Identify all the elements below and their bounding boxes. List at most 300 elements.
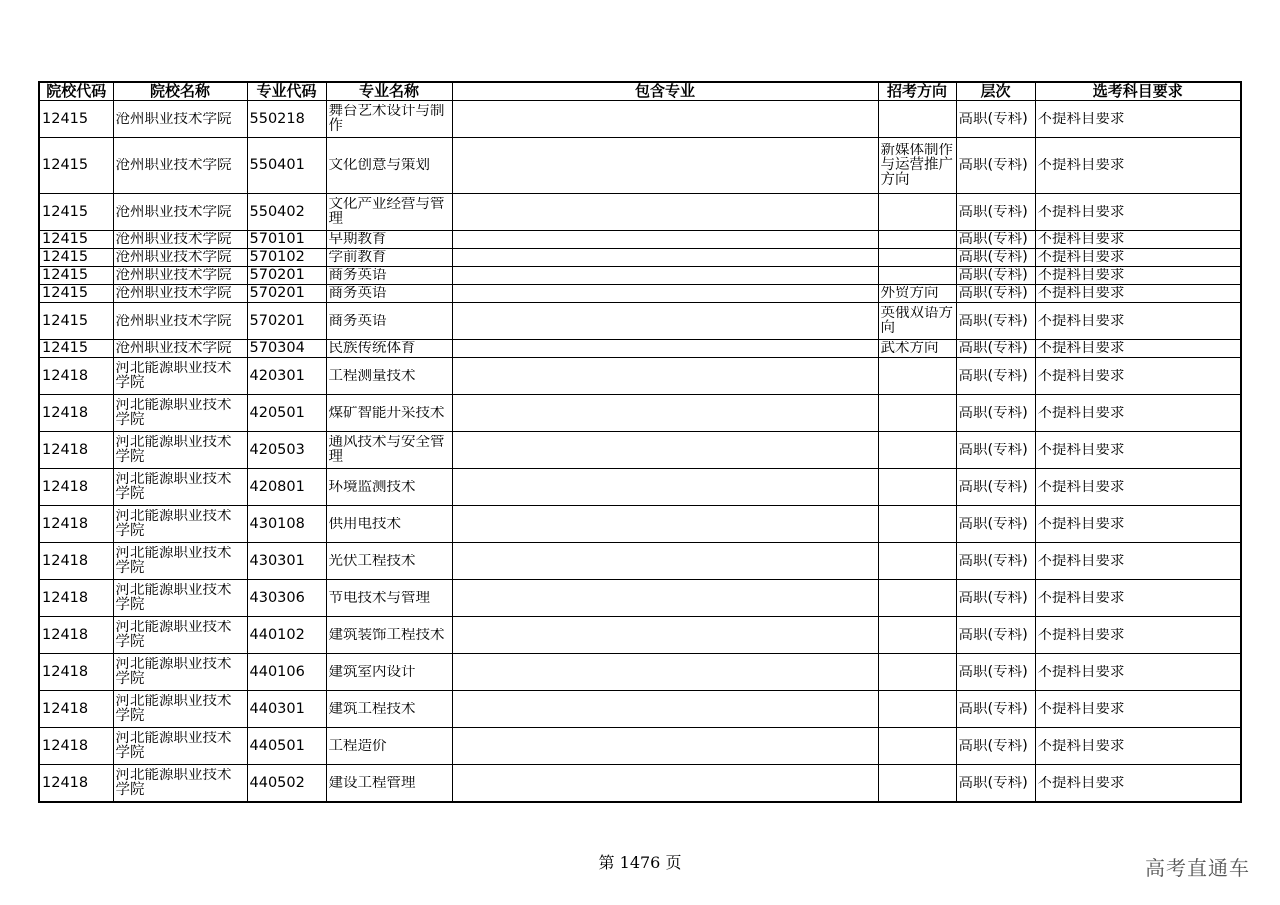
school-code-text: 12418 xyxy=(42,479,89,495)
school-name-text: 河北能源职业技术学院 xyxy=(115,731,232,761)
cell-major-code xyxy=(247,691,326,728)
cell-level xyxy=(956,285,1035,303)
school-name-text: 沧州职业技术学院 xyxy=(115,286,232,301)
cell-direction xyxy=(878,432,956,469)
table-row xyxy=(39,728,1241,765)
cell-level xyxy=(956,469,1035,506)
major-code-text: 440102 xyxy=(249,627,305,643)
cell-major-code xyxy=(247,469,326,506)
major-code-text: 430301 xyxy=(249,553,305,569)
cell-direction xyxy=(878,765,956,803)
cell-school-name xyxy=(113,543,247,580)
major-code-text: 570304 xyxy=(249,341,305,356)
cell-subject-requirement xyxy=(1035,285,1241,303)
cell-subject-requirement xyxy=(1035,765,1241,803)
cell-direction xyxy=(878,285,956,303)
cell-major-code xyxy=(247,765,326,803)
major-code-text: 550218 xyxy=(249,111,305,127)
enrollment-table xyxy=(38,81,1242,803)
cell-major-name xyxy=(326,691,452,728)
school-name-text: 河北能源职业技术学院 xyxy=(115,472,232,502)
major-code-text: 420501 xyxy=(249,405,305,421)
school-name-text: 沧州职业技术学院 xyxy=(115,341,232,356)
cell-level xyxy=(956,101,1035,138)
subject-requirement-text: 不提科目要求 xyxy=(1037,268,1125,283)
cell-included-majors xyxy=(452,543,878,580)
school-name-text: 河北能源职业技术学院 xyxy=(115,546,232,576)
cell-direction xyxy=(878,728,956,765)
cell-included-majors xyxy=(452,432,878,469)
major-name-text: 早期教育 xyxy=(328,232,387,247)
level-text: 高职(专科) xyxy=(958,111,1028,127)
level-text: 高职(专科) xyxy=(958,590,1028,606)
school-code-text: 12418 xyxy=(42,738,89,754)
school-code-text: 12418 xyxy=(42,442,89,458)
header-included-majors: 包含专业 xyxy=(452,82,878,101)
major-name-text: 供用电技术 xyxy=(328,516,401,532)
cell-major-name xyxy=(326,303,452,340)
school-name-text: 河北能源职业技术学院 xyxy=(115,694,232,724)
cell-subject-requirement xyxy=(1035,654,1241,691)
cell-level xyxy=(956,728,1035,765)
table-row xyxy=(39,617,1241,654)
cell-school-code xyxy=(39,194,113,231)
cell-direction xyxy=(878,358,956,395)
cell-direction xyxy=(878,267,956,285)
cell-direction xyxy=(878,691,956,728)
header-direction: 招考方向 xyxy=(878,82,956,101)
level-text: 高职(专科) xyxy=(958,313,1028,329)
cell-included-majors xyxy=(452,765,878,803)
cell-major-name xyxy=(326,617,452,654)
cell-level xyxy=(956,303,1035,340)
cell-direction xyxy=(878,138,956,194)
table-row xyxy=(39,691,1241,728)
cell-included-majors xyxy=(452,469,878,506)
major-name-text: 商务英语 xyxy=(328,268,387,283)
cell-direction xyxy=(878,101,956,138)
cell-major-code xyxy=(247,506,326,543)
cell-school-code xyxy=(39,469,113,506)
school-name-text: 河北能源职业技术学院 xyxy=(115,620,232,650)
school-name-text: 河北能源职业技术学院 xyxy=(115,768,232,798)
cell-level xyxy=(956,580,1035,617)
cell-included-majors xyxy=(452,395,878,432)
cell-major-name xyxy=(326,580,452,617)
cell-school-name xyxy=(113,358,247,395)
school-code-text: 12418 xyxy=(42,553,89,569)
cell-level xyxy=(956,358,1035,395)
cell-school-name xyxy=(113,231,247,249)
table-row xyxy=(39,543,1241,580)
cell-direction xyxy=(878,617,956,654)
cell-direction xyxy=(878,249,956,267)
level-text: 高职(专科) xyxy=(958,701,1028,717)
cell-level xyxy=(956,231,1035,249)
watermark-logo: 高考直通车 xyxy=(1145,856,1250,880)
level-text: 高职(专科) xyxy=(958,479,1028,495)
subject-requirement-text: 不提科目要求 xyxy=(1037,627,1125,643)
major-name-text: 文化创意与策划 xyxy=(328,158,430,173)
major-name-text: 建筑装饰工程技术 xyxy=(328,627,445,643)
school-name-text: 河北能源职业技术学院 xyxy=(115,583,232,613)
level-text: 高职(专科) xyxy=(958,341,1028,356)
cell-direction xyxy=(878,395,956,432)
school-name-text: 河北能源职业技术学院 xyxy=(115,398,232,428)
subject-requirement-text: 不提科目要求 xyxy=(1037,368,1125,384)
school-code-text: 12418 xyxy=(42,627,89,643)
cell-subject-requirement xyxy=(1035,469,1241,506)
cell-school-name xyxy=(113,138,247,194)
level-text: 高职(专科) xyxy=(958,204,1028,220)
cell-major-code xyxy=(247,432,326,469)
cell-direction xyxy=(878,303,956,340)
school-code-text: 12415 xyxy=(42,204,89,220)
cell-major-name xyxy=(326,395,452,432)
cell-major-name xyxy=(326,249,452,267)
major-name-text: 建筑室内设计 xyxy=(328,664,416,680)
major-code-text: 430108 xyxy=(249,516,305,532)
major-name-text: 煤矿智能开采技术 xyxy=(328,405,445,421)
school-code-text: 12415 xyxy=(42,250,89,265)
subject-requirement-text: 不提科目要求 xyxy=(1037,204,1125,220)
school-name-text: 河北能源职业技术学院 xyxy=(115,435,232,465)
cell-subject-requirement xyxy=(1035,580,1241,617)
cell-direction xyxy=(878,543,956,580)
subject-requirement-text: 不提科目要求 xyxy=(1037,664,1125,680)
major-code-text: 570102 xyxy=(249,250,305,265)
cell-level xyxy=(956,765,1035,803)
cell-direction xyxy=(878,654,956,691)
cell-school-code xyxy=(39,267,113,285)
cell-school-name xyxy=(113,249,247,267)
cell-subject-requirement xyxy=(1035,194,1241,231)
major-code-text: 420301 xyxy=(249,368,305,384)
cell-subject-requirement xyxy=(1035,506,1241,543)
cell-major-name xyxy=(326,543,452,580)
cell-school-code xyxy=(39,580,113,617)
cell-level xyxy=(956,340,1035,358)
school-code-text: 12415 xyxy=(42,232,89,247)
cell-school-code xyxy=(39,285,113,303)
table-row xyxy=(39,138,1241,194)
cell-major-code xyxy=(247,395,326,432)
major-name-text: 工程测量技术 xyxy=(328,368,416,384)
cell-major-code xyxy=(247,358,326,395)
cell-school-name xyxy=(113,303,247,340)
school-code-text: 12418 xyxy=(42,775,89,791)
major-code-text: 440502 xyxy=(249,775,305,791)
cell-school-name xyxy=(113,267,247,285)
school-name-text: 沧州职业技术学院 xyxy=(115,268,232,283)
cell-level xyxy=(956,395,1035,432)
cell-subject-requirement xyxy=(1035,543,1241,580)
major-code-text: 420503 xyxy=(249,442,305,458)
cell-subject-requirement xyxy=(1035,340,1241,358)
cell-school-name xyxy=(113,469,247,506)
header-school-code: 院校代码 xyxy=(39,82,113,101)
direction-text: 武术方向 xyxy=(880,341,939,356)
cell-major-name xyxy=(326,101,452,138)
cell-school-name xyxy=(113,285,247,303)
major-name-text: 建设工程管理 xyxy=(328,775,416,791)
school-code-text: 12418 xyxy=(42,590,89,606)
cell-included-majors xyxy=(452,506,878,543)
cell-school-code xyxy=(39,543,113,580)
cell-subject-requirement xyxy=(1035,138,1241,194)
major-code-text: 570201 xyxy=(249,268,305,283)
cell-school-name xyxy=(113,728,247,765)
cell-major-code xyxy=(247,231,326,249)
table-row xyxy=(39,285,1241,303)
school-name-text: 沧州职业技术学院 xyxy=(115,313,232,329)
major-name-text: 建筑工程技术 xyxy=(328,701,416,717)
cell-subject-requirement xyxy=(1035,728,1241,765)
cell-included-majors xyxy=(452,654,878,691)
cell-level xyxy=(956,138,1035,194)
major-code-text: 550402 xyxy=(249,204,305,220)
level-text: 高职(专科) xyxy=(958,250,1028,265)
table-row xyxy=(39,101,1241,138)
cell-included-majors xyxy=(452,617,878,654)
school-code-text: 12418 xyxy=(42,516,89,532)
cell-major-name xyxy=(326,469,452,506)
major-code-text: 570201 xyxy=(249,313,305,329)
school-name-text: 河北能源职业技术学院 xyxy=(115,657,232,687)
major-name-text: 商务英语 xyxy=(328,313,387,329)
major-name-text: 民族传统体育 xyxy=(328,341,416,356)
subject-requirement-text: 不提科目要求 xyxy=(1037,158,1125,173)
cell-major-name xyxy=(326,138,452,194)
cell-major-name xyxy=(326,231,452,249)
cell-subject-requirement xyxy=(1035,691,1241,728)
table-row xyxy=(39,395,1241,432)
school-code-text: 12418 xyxy=(42,701,89,717)
school-code-text: 12418 xyxy=(42,405,89,421)
cell-major-name xyxy=(326,765,452,803)
cell-included-majors xyxy=(452,580,878,617)
major-name-text: 节电技术与管理 xyxy=(328,590,430,606)
table-row xyxy=(39,358,1241,395)
subject-requirement-text: 不提科目要求 xyxy=(1037,738,1125,754)
subject-requirement-text: 不提科目要求 xyxy=(1037,111,1125,127)
subject-requirement-text: 不提科目要求 xyxy=(1037,250,1125,265)
cell-major-code xyxy=(247,543,326,580)
cell-school-code xyxy=(39,231,113,249)
table-row xyxy=(39,654,1241,691)
subject-requirement-text: 不提科目要求 xyxy=(1037,701,1125,717)
level-text: 高职(专科) xyxy=(958,442,1028,458)
table-row xyxy=(39,765,1241,803)
table-row xyxy=(39,267,1241,285)
cell-major-code xyxy=(247,303,326,340)
major-code-text: 550401 xyxy=(249,158,305,173)
table-body xyxy=(39,101,1241,803)
school-code-text: 12415 xyxy=(42,268,89,283)
cell-direction xyxy=(878,580,956,617)
cell-school-name xyxy=(113,654,247,691)
major-name-text: 商务英语 xyxy=(328,286,387,301)
cell-major-code xyxy=(247,580,326,617)
major-name-text: 学前教育 xyxy=(328,250,387,265)
school-name-text: 沧州职业技术学院 xyxy=(115,232,232,247)
page-number: 第 1476 页 xyxy=(598,853,682,872)
subject-requirement-text: 不提科目要求 xyxy=(1037,442,1125,458)
level-text: 高职(专科) xyxy=(958,158,1028,173)
cell-school-name xyxy=(113,506,247,543)
cell-subject-requirement xyxy=(1035,249,1241,267)
school-code-text: 12418 xyxy=(42,664,89,680)
cell-school-name xyxy=(113,340,247,358)
table-row xyxy=(39,231,1241,249)
table-row xyxy=(39,580,1241,617)
cell-subject-requirement xyxy=(1035,432,1241,469)
cell-school-code xyxy=(39,728,113,765)
cell-included-majors xyxy=(452,285,878,303)
table-header-row xyxy=(39,82,1241,101)
cell-subject-requirement xyxy=(1035,231,1241,249)
cell-included-majors xyxy=(452,138,878,194)
header-major-name: 专业名称 xyxy=(326,82,452,101)
cell-major-name xyxy=(326,506,452,543)
level-text: 高职(专科) xyxy=(958,516,1028,532)
cell-major-code xyxy=(247,654,326,691)
cell-major-name xyxy=(326,358,452,395)
major-code-text: 420801 xyxy=(249,479,305,495)
cell-school-code xyxy=(39,617,113,654)
cell-major-code xyxy=(247,194,326,231)
table-row xyxy=(39,469,1241,506)
level-text: 高职(专科) xyxy=(958,405,1028,421)
major-code-text: 570101 xyxy=(249,232,305,247)
cell-school-code xyxy=(39,432,113,469)
level-text: 高职(专科) xyxy=(958,268,1028,283)
subject-requirement-text: 不提科目要求 xyxy=(1037,341,1125,356)
subject-requirement-text: 不提科目要求 xyxy=(1037,479,1125,495)
subject-requirement-text: 不提科目要求 xyxy=(1037,405,1125,421)
cell-major-code xyxy=(247,285,326,303)
cell-included-majors xyxy=(452,303,878,340)
cell-level xyxy=(956,654,1035,691)
school-name-text: 河北能源职业技术学院 xyxy=(115,509,232,539)
cell-school-name xyxy=(113,101,247,138)
cell-school-code xyxy=(39,654,113,691)
major-code-text: 570201 xyxy=(249,286,305,301)
school-name-text: 沧州职业技术学院 xyxy=(115,250,232,265)
cell-included-majors xyxy=(452,194,878,231)
direction-text: 英俄双语方向 xyxy=(880,306,953,336)
cell-direction xyxy=(878,340,956,358)
cell-school-name xyxy=(113,617,247,654)
school-code-text: 12415 xyxy=(42,158,89,173)
school-name-text: 沧州职业技术学院 xyxy=(115,111,232,127)
cell-level xyxy=(956,691,1035,728)
cell-school-name xyxy=(113,395,247,432)
major-name-text: 工程造价 xyxy=(328,738,387,754)
cell-subject-requirement xyxy=(1035,267,1241,285)
cell-included-majors xyxy=(452,267,878,285)
cell-school-code xyxy=(39,101,113,138)
table-row xyxy=(39,506,1241,543)
school-code-text: 12415 xyxy=(42,341,89,356)
header-level: 层次 xyxy=(956,82,1035,101)
school-code-text: 12415 xyxy=(42,286,89,301)
cell-major-name xyxy=(326,194,452,231)
cell-subject-requirement xyxy=(1035,101,1241,138)
table-row xyxy=(39,303,1241,340)
major-name-text: 舞台艺术设计与制作 xyxy=(328,104,445,134)
cell-school-code xyxy=(39,138,113,194)
header-major-code: 专业代码 xyxy=(247,82,326,101)
school-name-text: 河北能源职业技术学院 xyxy=(115,361,232,391)
subject-requirement-text: 不提科目要求 xyxy=(1037,590,1125,606)
cell-major-name xyxy=(326,432,452,469)
cell-major-name xyxy=(326,285,452,303)
cell-school-code xyxy=(39,691,113,728)
level-text: 高职(专科) xyxy=(958,286,1028,301)
cell-included-majors xyxy=(452,358,878,395)
cell-school-name xyxy=(113,432,247,469)
school-code-text: 12415 xyxy=(42,313,89,329)
table-row xyxy=(39,432,1241,469)
cell-major-code xyxy=(247,728,326,765)
cell-included-majors xyxy=(452,101,878,138)
subject-requirement-text: 不提科目要求 xyxy=(1037,516,1125,532)
cell-subject-requirement xyxy=(1035,358,1241,395)
subject-requirement-text: 不提科目要求 xyxy=(1037,232,1125,247)
major-name-text: 通风技术与安全管理 xyxy=(328,435,445,465)
cell-major-name xyxy=(326,267,452,285)
cell-direction xyxy=(878,469,956,506)
cell-school-code xyxy=(39,765,113,803)
major-code-text: 440501 xyxy=(249,738,305,754)
school-name-text: 沧州职业技术学院 xyxy=(115,204,232,220)
cell-major-code xyxy=(247,101,326,138)
cell-included-majors xyxy=(452,691,878,728)
cell-school-name xyxy=(113,691,247,728)
level-text: 高职(专科) xyxy=(958,627,1028,643)
cell-level xyxy=(956,194,1035,231)
cell-major-name xyxy=(326,654,452,691)
cell-major-code xyxy=(247,267,326,285)
cell-level xyxy=(956,506,1035,543)
school-code-text: 12418 xyxy=(42,368,89,384)
cell-major-code xyxy=(247,138,326,194)
table-row xyxy=(39,194,1241,231)
school-code-text: 12415 xyxy=(42,111,89,127)
cell-school-name xyxy=(113,580,247,617)
level-text: 高职(专科) xyxy=(958,553,1028,569)
cell-major-code xyxy=(247,617,326,654)
cell-direction xyxy=(878,231,956,249)
cell-school-code xyxy=(39,303,113,340)
direction-text: 外贸方向 xyxy=(880,286,939,301)
major-name-text: 环境监测技术 xyxy=(328,479,416,495)
cell-level xyxy=(956,249,1035,267)
level-text: 高职(专科) xyxy=(958,738,1028,754)
cell-subject-requirement xyxy=(1035,617,1241,654)
major-code-text: 440106 xyxy=(249,664,305,680)
major-name-text: 光伏工程技术 xyxy=(328,553,416,569)
level-text: 高职(专科) xyxy=(958,664,1028,680)
header-subject-requirement: 选考科目要求 xyxy=(1035,82,1241,101)
cell-level xyxy=(956,432,1035,469)
subject-requirement-text: 不提科目要求 xyxy=(1037,286,1125,301)
cell-major-code xyxy=(247,249,326,267)
cell-school-code xyxy=(39,340,113,358)
cell-school-code xyxy=(39,249,113,267)
level-text: 高职(专科) xyxy=(958,232,1028,247)
